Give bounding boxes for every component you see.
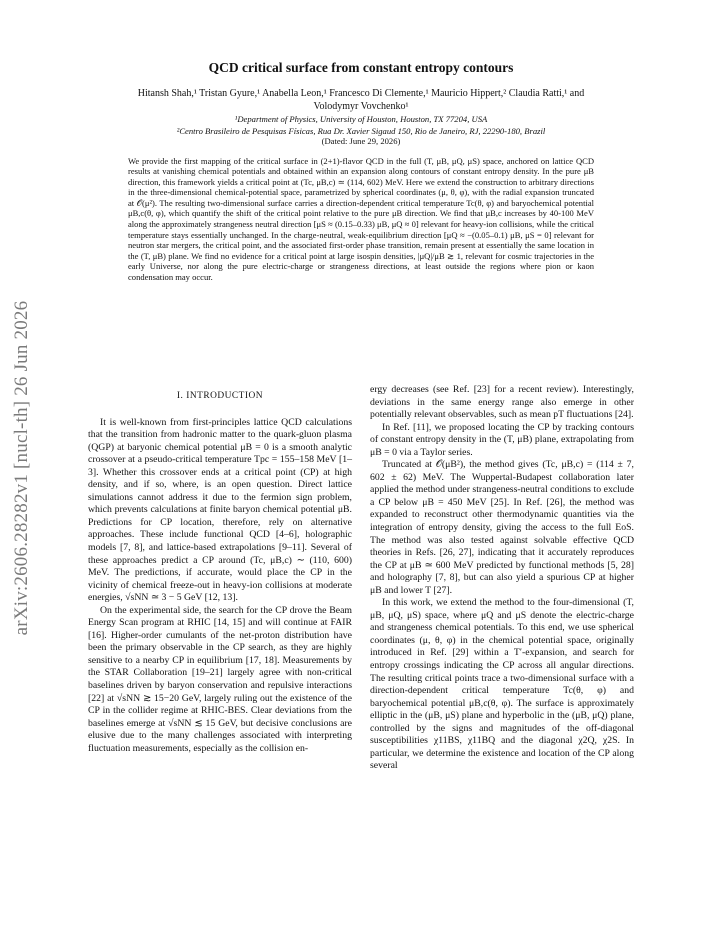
dated-line: (Dated: June 29, 2026) — [321, 136, 401, 146]
abstract: We provide the first mapping of the critical surface in (2+1)-flavor QCD in the full (T, μB, μQ, μS) space, anchored on lattice QCD results at vanishing chemical potentials and obtained within an expansion along contours of constant entropy density. In the pure μB direction, this framework yields a critical point at (Tc, μB,c) ≃ (114, 602) MeV. Here we extend the construction to arbitrary directions in the three-dimensional chemical-potential space, parametrized by spherical coordinates (μ, θ, φ), with the radial expansion truncated at 𝒪(μ²). The resulting two-dimensional surface carries a direction-dependent critical temperature Tc(θ, φ) and baryochemical potential μB,c(θ, φ), which quantify the shift of the critical point relative to the pure μB direction. We find that μB,c increases by 40-100 MeV along the approximately strangeness neutral direction [μS ≈ (0.15–0.33) μB, μQ ≈ 0] relevant for heavy-ion collisions, while the critical temperature stays essentially unchanged. In the charge-neutral, weak-equilibrium direction [μQ ≈ −(0.05–0.1) μB, μS = 0] relevant for neutron star mergers, the critical point, and the associated first-order phase transition, remain present at essentially the same location in the (T, μB) plane. We find no evidence for a critical point at large isospin densities, |μQ|/μB ≳ 1, relevant for cosmic trajectories in the early Universe, nor along the pure electric-charge or strangeness directions, at least outside the regions where pion or kaon condensation may occur. — [128, 155, 594, 283]
paragraph: In Ref. [11], we proposed locating the CP by tracking contours of constant entropy density in the (T, μB) plane, extrapolating from μB = 0 via a Taylor series. — [370, 421, 634, 458]
author-list: Hitansh Shah,¹ Tristan Gyure,¹ Anabella Leon,¹ Francesco Di Clemente,¹ Mauricio Hippert,² Claudia Ratti,¹ and Volodymyr Vovchenko¹ — [137, 88, 585, 112]
section-heading: I. INTRODUCTION — [176, 391, 264, 401]
paragraph: On the experimental side, the search for the CP drove the Beam Energy Scan program at RHIC [14, 15] and will continue at FAIR [16]. Higher-order cumulants of the net-proton distribution have been the primary observable in the CP search, as they are highly sensitive to a nearby CP in equilibrium [17, 18]. Measurements by the STAR Collaboration [19–21] largely agree with non-critical baselines driven by baryon conservation and repulsive interactions [22] at √sNN ≳ 15−20 GeV, largely ruling out the existence of the CP in the collider regime at RHIC-BES. Clear deviations from the baselines emerge at √sNN ≲ 15 GeV, but decisive conclusions are elusive due to the many challenges associated with interpreting fluctuation measurements, especially as the collision en- — [88, 604, 352, 754]
right-column — [370, 384, 634, 773]
paper-title: QCD critical surface from constant entropy contours — [208, 60, 514, 75]
paper-header — [88, 60, 634, 283]
affiliation-1: ¹Department of Physics, University of Houston, Houston, TX 77204, USA — [234, 114, 488, 124]
left-column — [88, 384, 352, 773]
paragraph: In this work, we extend the method to the four-dimensional (T, μB, μQ, μS) space, where μQ and μS denote the electric-charge and strangeness chemical potentials. To this end, we use spherical coordinates (μ, θ, φ) in the chemical potential space, originally introduced in Ref. [29] within a T′-expansion, and search for entropy crossings indicating the CP across all angular directions. The resulting critical points trace a two-dimensional surface with a direction-dependent critical temperature Tc(θ, φ) and baryochemical potential μB,c(θ, φ). The surface is approximately elliptic in the (μB, μS) plane and hyperbolic in the (μB, μQ) plane, controlled by the signs and magnitudes of the off-diagonal susceptibilities χ11BS, χ11BQ and the diagonal χ2Q, χ2S. In particular, we determine the existence and location of the CP along several — [370, 597, 634, 772]
paragraph: Truncated at 𝒪(μB²), the method gives (Tc, μB,c) = (114 ± 7, 602 ± 62) MeV. The Wuppertal-Budapest collaboration later applied the method under strangeness-neutral conditions to exclude a CP below μB = 450 MeV [25]. In Ref. [26], the method was expanded to reconstruct other thermodynamic quantities via the integration of entropy density, giving the access to the full EoS. The method was also tested against solvable effective QCD theories in Refs. [26, 27], indicating that it accurately reproduces the CP at μB ≃ 600 MeV predicted by functional methods [5, 28] and holography [7, 8], but can also yield a spurious CP at higher μB and lower T [27]. — [370, 459, 634, 596]
arxiv-id-text: arXiv:2606.28282v1 [nucl-th] 26 Jun 2026 — [11, 300, 32, 636]
body-columns — [88, 384, 634, 773]
affiliation-2: ²Centro Brasileiro de Pesquisas Físicas, Rua Dr. Xavier Sigaud 150, Rio de Janeiro, RJ, 22290-180, Brazil — [176, 125, 546, 136]
paragraph: ergy decreases (see Ref. [23] for a recent review). Interestingly, deviations in the same energy range also emerge in other potentially relevant observables, such as mean pT fluctuations [24]. — [370, 384, 634, 421]
paragraph: It is well-known from first-principles lattice QCD calculations that the transition from hadronic matter to the quark-gluon plasma (QGP) at baryonic chemical potential μB = 0 is a smooth analytic crossover at a pseudo-critical temperature Tpc = 155–158 MeV [1–3]. Whether this crossover ends at a critical point (CP) at high density, and if so, where, is an open question. Direct lattice simulations cannot address it due to the fermion sign problem, which prevents calculations at finite baryon chemical potential μB. Predictions for CP location, therefore, rely on alternative approaches. These include functional QCD [4–6], holographic models [7, 8], and lattice-based extrapolations [9–11]. Several of these approaches predict a CP around (Tc, μB,c) ∼ (110, 600) MeV. The predictions, if accurate, would place the CP in the vicinity of chemical freeze-out in heavy-ion collisions at moderate energies, √sNN ≃ 3 − 5 GeV [12, 13]. — [88, 416, 352, 604]
arxiv-identifier-sidebar — [2, 258, 42, 678]
